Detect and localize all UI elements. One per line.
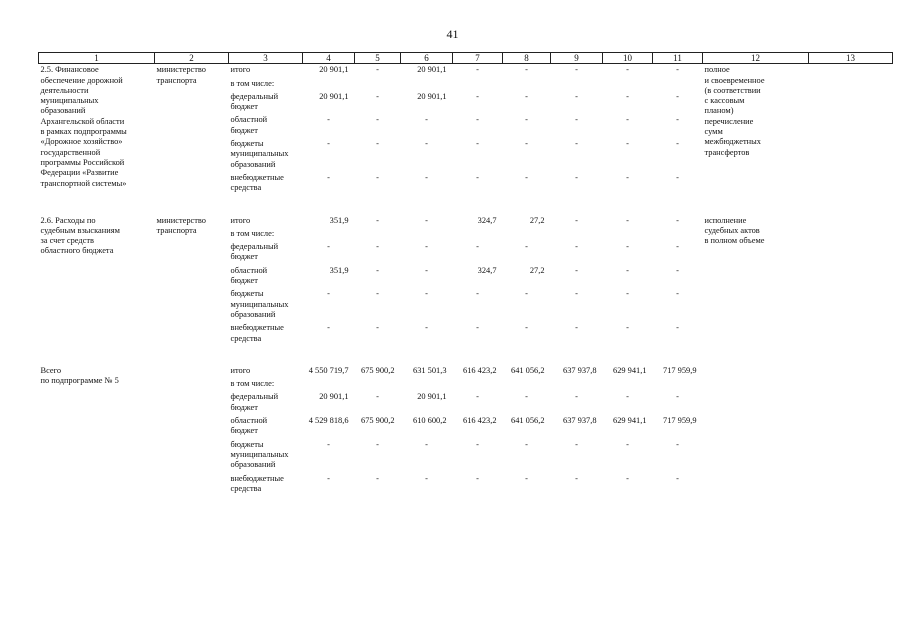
activity-title: Всего по подпрограмме № 5 — [40, 365, 119, 386]
column-header: 4 — [303, 53, 355, 64]
amount-cell: 631 501,3 — [413, 365, 447, 375]
amount-cell: - — [626, 289, 629, 299]
amount-cell: - — [327, 172, 330, 182]
amount-cell: - — [425, 473, 428, 483]
amount-cell: - — [626, 323, 629, 333]
amount-cell: 675 900,2 — [361, 416, 395, 426]
activity-title: 2.5. Финансовое обеспечение дорожной деятельности муниципальных образований Архангельской области в рамках подпрограммы «Дорожное хозяйство» государственной программы Российской Федерации «Развитие транспортной системы» — [40, 65, 127, 188]
amount-cell: 616 423,2 — [463, 365, 497, 375]
column-header: 13 — [809, 53, 893, 64]
amount-cell: - — [575, 139, 578, 149]
amount-cell: - — [376, 242, 379, 252]
amount-cell: - — [327, 289, 330, 299]
column-number-header-row — [39, 53, 893, 64]
amount-cell — [653, 378, 703, 391]
funding-source-label: в том числе: — [230, 78, 275, 88]
amount-cell: - — [376, 392, 379, 402]
column-13-cell — [809, 64, 893, 196]
amount-cell: - — [626, 242, 629, 252]
amount-cell: - — [376, 172, 379, 182]
funding-source-label: бюджеты муниципальных образований — [230, 139, 289, 169]
section-spacer — [39, 196, 893, 215]
table-body — [39, 64, 893, 496]
table-row — [39, 64, 893, 78]
amount-cell: - — [327, 115, 330, 125]
amount-cell: - — [626, 91, 629, 101]
amount-cell: - — [376, 115, 379, 125]
amount-cell: - — [376, 473, 379, 483]
executor: министерство транспорта — [156, 215, 206, 235]
amount-cell — [453, 228, 503, 241]
amount-cell: - — [626, 139, 629, 149]
amount-cell: 4 529 818,6 — [308, 416, 349, 426]
amount-cell: 27,2 — [529, 215, 545, 225]
amount-cell: - — [327, 242, 330, 252]
funding-source-label: итого — [230, 365, 251, 375]
amount-cell: - — [376, 215, 379, 225]
amount-cell — [303, 228, 355, 241]
funding-source-label: федеральный бюджет — [230, 242, 279, 262]
amount-cell: - — [676, 215, 679, 225]
amount-cell: 351,9 — [329, 215, 349, 225]
amount-cell: - — [575, 65, 578, 75]
amount-cell — [401, 78, 453, 91]
column-header: 2 — [155, 53, 229, 64]
amount-cell: - — [327, 473, 330, 483]
amount-cell: - — [676, 242, 679, 252]
amount-cell: 4 550 719,7 — [308, 365, 349, 375]
amount-cell — [503, 378, 551, 391]
amount-cell — [551, 228, 603, 241]
amount-cell: - — [626, 265, 629, 275]
executor — [155, 365, 229, 496]
amount-cell: 675 900,2 — [361, 365, 395, 375]
expected-result: полное и своевременное (в соответствии с кассовым планом) перечисление сумм межбюджетных трансфертов — [704, 65, 765, 157]
amount-cell: - — [676, 323, 679, 333]
amount-cell: - — [425, 172, 428, 182]
amount-cell — [653, 228, 703, 241]
amount-cell: - — [626, 439, 629, 449]
amount-cell: 351,9 — [329, 265, 349, 275]
amount-cell: - — [575, 172, 578, 182]
amount-cell: - — [425, 242, 428, 252]
amount-cell: - — [476, 473, 479, 483]
executor: министерство транспорта — [156, 65, 206, 85]
column-13-cell — [809, 215, 893, 346]
amount-cell — [603, 78, 653, 91]
amount-cell: - — [676, 65, 679, 75]
amount-cell: - — [476, 65, 479, 75]
amount-cell: - — [525, 392, 528, 402]
expected-result — [703, 365, 809, 496]
amount-cell: - — [376, 289, 379, 299]
amount-cell: - — [575, 91, 578, 101]
funding-source-label: в том числе: — [230, 379, 275, 389]
amount-cell: - — [476, 139, 479, 149]
amount-cell: - — [327, 139, 330, 149]
amount-cell: - — [626, 115, 629, 125]
amount-cell — [503, 228, 551, 241]
spacer-cell — [39, 346, 893, 365]
column-header: 10 — [603, 53, 653, 64]
table-row — [39, 365, 893, 378]
amount-cell: - — [575, 439, 578, 449]
amount-cell: - — [676, 91, 679, 101]
amount-cell: - — [525, 323, 528, 333]
amount-cell: - — [476, 439, 479, 449]
amount-cell: - — [575, 115, 578, 125]
amount-cell: - — [476, 242, 479, 252]
column-header: 7 — [453, 53, 503, 64]
amount-cell: - — [626, 172, 629, 182]
amount-cell: - — [575, 242, 578, 252]
funding-source-label: итого — [230, 215, 251, 225]
column-header: 8 — [503, 53, 551, 64]
amount-cell: - — [525, 65, 528, 75]
amount-cell — [401, 228, 453, 241]
amount-cell: 641 056,2 — [511, 416, 545, 426]
amount-cell — [453, 378, 503, 391]
amount-cell: - — [425, 139, 428, 149]
amount-cell: - — [525, 289, 528, 299]
funding-source-label: федеральный бюджет — [230, 91, 279, 112]
amount-cell: 641 056,2 — [511, 365, 545, 375]
amount-cell: 27,2 — [529, 265, 545, 275]
amount-cell: - — [525, 91, 528, 101]
amount-cell: - — [626, 215, 629, 225]
page-number: 41 — [446, 27, 459, 41]
amount-cell: - — [476, 172, 479, 182]
amount-cell — [453, 78, 503, 91]
amount-cell: 610 600,2 — [413, 416, 447, 426]
amount-cell: 629 941,1 — [613, 416, 647, 426]
amount-cell: - — [676, 139, 679, 149]
amount-cell — [355, 228, 401, 241]
amount-cell: - — [575, 323, 578, 333]
amount-cell: - — [476, 323, 479, 333]
amount-cell: 616 423,2 — [463, 416, 497, 426]
activity-title: 2.6. Расходы по судебным взысканиям за счет средств областного бюджета — [40, 215, 120, 256]
column-header: 1 — [39, 53, 155, 64]
amount-cell: 20 901,1 — [319, 91, 349, 101]
amount-cell: 324,7 — [477, 265, 497, 275]
amount-cell — [303, 78, 355, 91]
funding-source-label: бюджеты муниципальных образований — [230, 289, 289, 319]
column-header: 9 — [551, 53, 603, 64]
column-header: 3 — [229, 53, 303, 64]
amount-cell: - — [525, 139, 528, 149]
amount-cell: 20 901,1 — [417, 91, 447, 101]
amount-cell: - — [525, 242, 528, 252]
amount-cell: - — [425, 115, 428, 125]
amount-cell: 20 901,1 — [417, 65, 447, 75]
amount-cell — [355, 378, 401, 391]
amount-cell: 717 959,9 — [663, 365, 697, 375]
amount-cell: - — [425, 215, 428, 225]
amount-cell — [653, 78, 703, 91]
column-header: 6 — [401, 53, 453, 64]
amount-cell: 20 901,1 — [319, 65, 349, 75]
amount-cell — [401, 378, 453, 391]
expected-result: исполнение судебных актов в полном объеме — [704, 215, 765, 246]
amount-cell — [303, 378, 355, 391]
amount-cell: - — [676, 392, 679, 402]
amount-cell: - — [425, 439, 428, 449]
amount-cell: 637 937,8 — [563, 365, 597, 375]
funding-source-label: внебюджетные средства — [230, 323, 284, 343]
amount-cell: - — [327, 439, 330, 449]
spacer-cell — [39, 196, 893, 215]
amount-cell: - — [676, 172, 679, 182]
amount-cell: - — [676, 473, 679, 483]
amount-cell: - — [376, 265, 379, 275]
amount-cell: - — [476, 115, 479, 125]
amount-cell: - — [425, 323, 428, 333]
amount-cell: - — [676, 289, 679, 299]
amount-cell: - — [676, 115, 679, 125]
amount-cell: - — [575, 473, 578, 483]
amount-cell: 629 941,1 — [613, 365, 647, 375]
funding-source-label: внебюджетные средства — [230, 172, 284, 193]
amount-cell: - — [327, 323, 330, 333]
amount-cell: - — [626, 473, 629, 483]
amount-cell — [603, 378, 653, 391]
amount-cell: - — [525, 439, 528, 449]
budget-table — [38, 52, 893, 496]
amount-cell: - — [575, 265, 578, 275]
amount-cell — [503, 78, 551, 91]
amount-cell: - — [376, 323, 379, 333]
amount-cell: - — [476, 91, 479, 101]
amount-cell: - — [575, 215, 578, 225]
amount-cell: - — [575, 289, 578, 299]
amount-cell: - — [575, 392, 578, 402]
amount-cell: - — [676, 439, 679, 449]
amount-cell: - — [376, 139, 379, 149]
amount-cell: 637 937,8 — [563, 416, 597, 426]
table-row — [39, 215, 893, 228]
section-spacer — [39, 346, 893, 365]
funding-source-label: областной бюджет — [230, 416, 268, 436]
amount-cell — [355, 78, 401, 91]
funding-source-label: внебюджетные средства — [230, 473, 284, 493]
column-header: 5 — [355, 53, 401, 64]
funding-source-label: итого — [230, 65, 251, 75]
amount-cell: - — [676, 265, 679, 275]
amount-cell: - — [525, 473, 528, 483]
amount-cell: 20 901,1 — [319, 392, 349, 402]
column-header: 11 — [653, 53, 703, 64]
amount-cell — [603, 228, 653, 241]
amount-cell: - — [376, 65, 379, 75]
amount-cell: - — [425, 265, 428, 275]
amount-cell: - — [376, 439, 379, 449]
funding-source-label: областной бюджет — [230, 115, 268, 135]
amount-cell: - — [425, 289, 428, 299]
amount-cell: - — [476, 289, 479, 299]
funding-source-label: в том числе: — [230, 228, 275, 238]
amount-cell: - — [476, 392, 479, 402]
column-13-cell — [809, 365, 893, 496]
amount-cell — [551, 378, 603, 391]
amount-cell: 20 901,1 — [417, 392, 447, 402]
funding-source-label: областной бюджет — [230, 265, 268, 286]
column-header: 12 — [703, 53, 809, 64]
amount-cell: - — [376, 91, 379, 101]
funding-source-label: федеральный бюджет — [230, 392, 279, 412]
amount-cell: - — [626, 392, 629, 402]
amount-cell — [551, 78, 603, 91]
funding-source-label: бюджеты муниципальных образований — [230, 439, 289, 470]
amount-cell: - — [525, 172, 528, 182]
amount-cell: 324,7 — [477, 215, 497, 225]
amount-cell: - — [525, 115, 528, 125]
amount-cell: 717 959,9 — [663, 416, 697, 426]
amount-cell: - — [626, 65, 629, 75]
